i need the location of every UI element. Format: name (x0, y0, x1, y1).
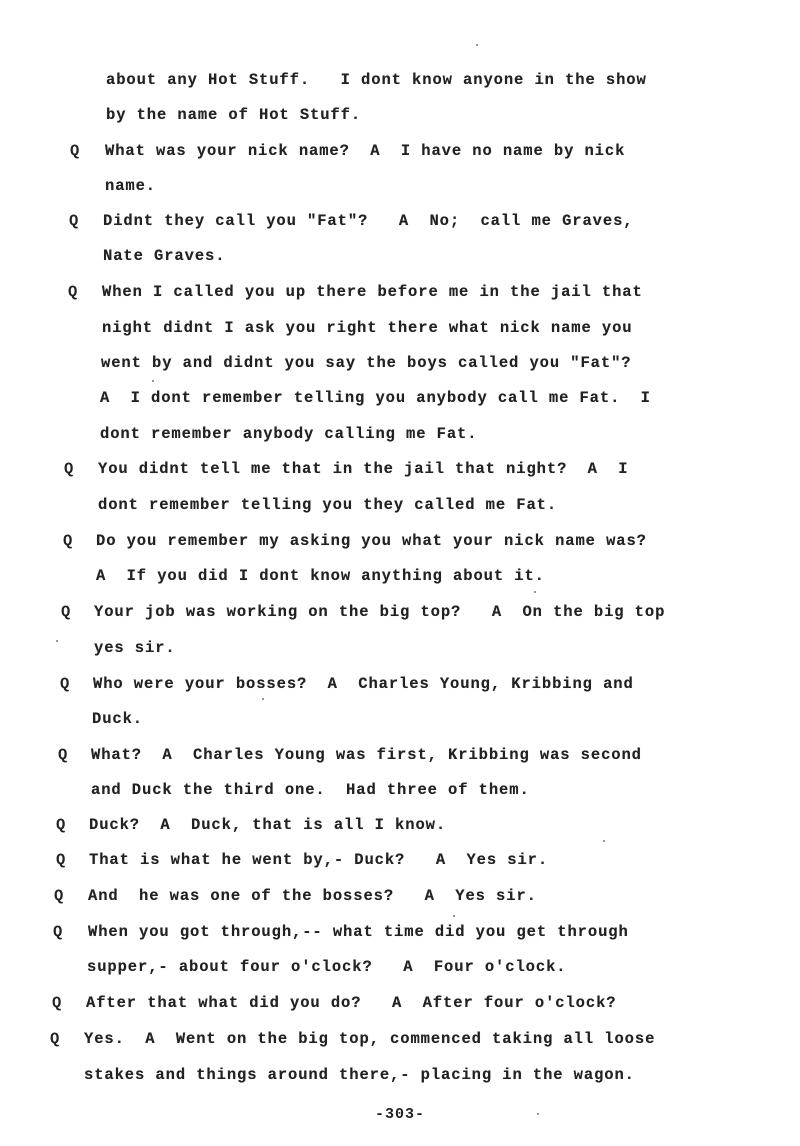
scan-speck (262, 698, 264, 700)
question-marker: Q (52, 994, 62, 1012)
transcript-line: When I called you up there before me in the jail that (102, 283, 643, 301)
transcript-line: about any Hot Stuff. I dont know anyone in the show (106, 71, 647, 89)
transcript-line: Didnt they call you "Fat"? A No; call me Graves, (103, 212, 634, 230)
page-number: -303- (374, 1106, 425, 1123)
question-marker: Q (58, 746, 68, 764)
transcript-line: When you got through,-- what time did you get through (88, 923, 629, 941)
question-marker: Q (70, 142, 80, 160)
transcript-line: stakes and things around there,- placing in the wagon. (84, 1066, 635, 1084)
question-marker: Q (53, 923, 63, 941)
question-marker: Q (50, 1030, 60, 1048)
transcript-line: Who were your bosses? A Charles Young, Kribbing and (93, 675, 634, 693)
transcript-line: name. (105, 177, 157, 195)
transcript-line: A I dont remember telling you anybody call me Fat. I (100, 389, 651, 407)
transcript-line: and Duck the third one. Had three of them. (91, 781, 530, 799)
question-marker: Q (54, 887, 64, 905)
transcript-line: Duck. (92, 710, 144, 728)
transcript-line: What? A Charles Young was first, Kribbing was second (91, 746, 642, 764)
transcript-line: Your job was working on the big top? A On the big top (94, 603, 666, 621)
transcript-line: supper,- about four o'clock? A Four o'clock. (87, 958, 567, 976)
transcript-line: went by and didnt you say the boys called you "Fat"? (101, 354, 632, 372)
question-marker: Q (69, 212, 79, 230)
question-marker: Q (64, 460, 74, 478)
scan-speck (603, 840, 605, 842)
transcript-line: After that what did you do? A After four o'clock? (86, 994, 617, 1012)
transcript-line: Yes. A Went on the big top, commenced taking all loose (84, 1030, 656, 1048)
transcript-line: And he was one of the bosses? A Yes sir. (88, 887, 537, 905)
transcript-line: A If you did I dont know anything about it. (96, 567, 545, 585)
transcript-line: You didnt tell me that in the jail that night? A I (98, 460, 629, 478)
transcript-line: by the name of Hot Stuff. (106, 106, 362, 124)
transcript-line: That is what he went by,- Duck? A Yes sir. (89, 851, 549, 869)
scan-speck (476, 44, 478, 46)
transcript-line: What was your nick name? A I have no name by nick (105, 142, 626, 160)
transcript-line: dont remember anybody calling me Fat. (100, 425, 478, 443)
scan-speck (537, 1113, 539, 1115)
scan-speck (534, 591, 536, 593)
scan-speck (453, 915, 455, 917)
transcript-line: Nate Graves. (103, 247, 226, 265)
scan-speck (152, 380, 154, 382)
scan-speck (56, 640, 58, 642)
question-marker: Q (68, 283, 78, 301)
transcript-line: night didnt I ask you right there what nick name you (102, 319, 633, 337)
transcript-line: yes sir. (94, 639, 176, 657)
transcript-line: Do you remember my asking you what your nick name was? (96, 532, 647, 550)
question-marker: Q (56, 816, 66, 834)
question-marker: Q (63, 532, 73, 550)
transcript-line: Duck? A Duck, that is all I know. (89, 816, 447, 834)
question-marker: Q (60, 675, 70, 693)
question-marker: Q (61, 603, 71, 621)
question-marker: Q (56, 851, 66, 869)
transcript-line: dont remember telling you they called me Fat. (98, 496, 558, 514)
